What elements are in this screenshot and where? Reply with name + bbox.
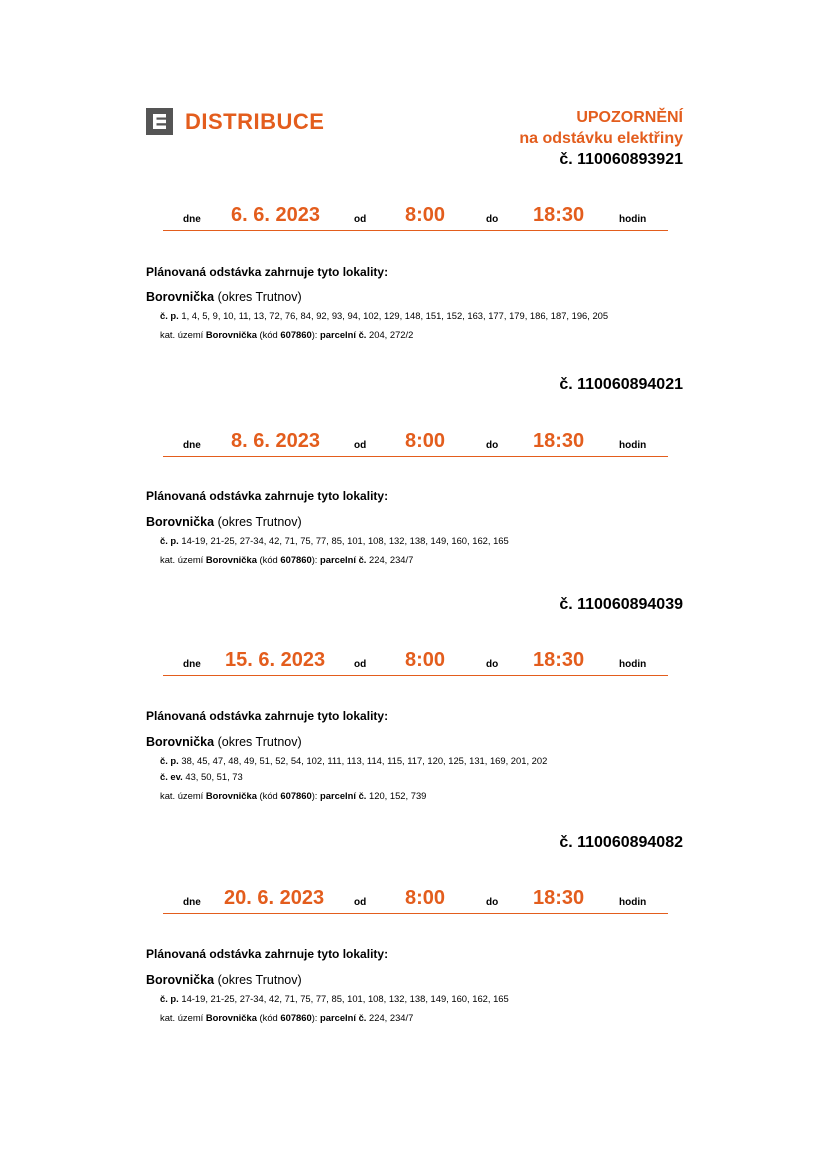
cp-line (160, 310, 608, 321)
localities-heading: Plánovaná odstávka zahrnuje tyto lokality: (146, 265, 389, 279)
cp-line (160, 755, 547, 766)
date-row (163, 200, 668, 231)
kod-suffix: ): (311, 329, 318, 340)
do-label: do (486, 659, 499, 670)
parcel-values: 224, 234/7 (369, 1012, 414, 1023)
kod-prefix: (kód (259, 554, 278, 565)
town-name: Borovnička (146, 973, 215, 987)
ev-label: č. ev. (160, 771, 183, 782)
cp-values: 14-19, 21-25, 27-34, 42, 71, 75, 77, 85, 101, 108, 132, 138, 149, 160, 162, 165 (181, 993, 509, 1004)
cp-values: 38, 45, 47, 48, 49, 51, 52, 54, 102, 111, 113, 114, 115, 117, 120, 125, 131, 169, 201, 202 (181, 755, 548, 766)
district: (okres Trutnov) (217, 735, 302, 749)
outage-date: 15. 6. 2023 (225, 649, 326, 671)
town-line (146, 515, 302, 529)
dne-label: dne (183, 659, 201, 670)
logo-text: DISTRIBUCE (185, 108, 325, 134)
district: (okres Trutnov) (217, 290, 302, 304)
kat-prefix: kat. území (160, 1012, 204, 1023)
cp-label: č. p. (160, 535, 179, 546)
od-label: od (354, 440, 367, 451)
kat-prefix: kat. území (160, 329, 204, 340)
kod-prefix: (kód (259, 329, 278, 340)
kat-line (160, 790, 426, 801)
parcel-label: parcelní č. (320, 329, 367, 340)
parcel-label: parcelní č. (320, 554, 367, 565)
outage-date: 6. 6. 2023 (231, 204, 320, 226)
kod-prefix: (kód (259, 1012, 278, 1023)
notice-title: UPOZORNĚNÍ (576, 109, 683, 126)
kat-line (160, 554, 413, 565)
notice-number: č. 110060894082 (559, 834, 683, 851)
town-line (146, 290, 302, 304)
cp-label: č. p. (160, 755, 179, 766)
od-label: od (354, 897, 367, 908)
town-line (146, 735, 302, 749)
kod-suffix: ): (311, 554, 318, 565)
kat-name: Borovnička (205, 329, 257, 340)
hodin-label: hodin (619, 440, 647, 451)
time-from: 8:00 (405, 430, 446, 452)
date-row (163, 426, 668, 457)
town-line (146, 973, 302, 987)
notice-number: č. 110060894039 (559, 596, 683, 613)
kod-value: 607860 (280, 790, 312, 801)
hodin-label: hodin (619, 214, 647, 225)
parcel-label: parcelní č. (320, 1012, 367, 1023)
do-label: do (486, 897, 499, 908)
parcel-values: 204, 272/2 (369, 329, 414, 340)
kat-prefix: kat. území (160, 554, 204, 565)
parcel-label: parcelní č. (320, 790, 367, 801)
kod-value: 607860 (280, 554, 312, 565)
notice-subtitle: na odstávku elektřiny (519, 130, 683, 147)
dne-label: dne (183, 440, 201, 451)
kat-line (160, 1012, 413, 1023)
dne-label: dne (183, 897, 201, 908)
header-right (519, 107, 683, 170)
kat-name: Borovnička (205, 554, 257, 565)
notice-number: č. 110060893921 (559, 151, 683, 168)
kat-name: Borovnička (205, 790, 257, 801)
od-label: od (354, 659, 367, 670)
ev-line (160, 771, 243, 782)
time-to: 18:30 (533, 649, 585, 671)
town-name: Borovnička (146, 515, 215, 529)
time-to: 18:30 (533, 430, 585, 452)
outage-date: 20. 6. 2023 (224, 887, 325, 909)
logo (146, 108, 324, 135)
time-to: 18:30 (533, 887, 585, 909)
outage-date: 8. 6. 2023 (231, 430, 320, 452)
cp-label: č. p. (160, 310, 179, 321)
parcel-values: 224, 234/7 (369, 554, 414, 565)
localities-heading: Plánovaná odstávka zahrnuje tyto lokality: (146, 489, 389, 503)
kod-suffix: ): (311, 1012, 318, 1023)
cp-values: 14-19, 21-25, 27-34, 42, 71, 75, 77, 85, 101, 108, 132, 138, 149, 160, 162, 165 (181, 535, 509, 546)
kat-name: Borovnička (205, 1012, 257, 1023)
time-from: 8:00 (405, 649, 446, 671)
do-label: do (486, 214, 499, 225)
cp-label: č. p. (160, 993, 179, 1004)
kod-value: 607860 (280, 1012, 312, 1023)
dne-label: dne (183, 214, 201, 225)
localities-heading: Plánovaná odstávka zahrnuje tyto lokality: (146, 947, 389, 961)
town-name: Borovnička (146, 735, 215, 749)
date-row (163, 883, 668, 914)
parcel-values: 120, 152, 739 (369, 790, 427, 801)
od-label: od (354, 214, 367, 225)
ev-values: 43, 50, 51, 73 (185, 771, 243, 782)
cp-values: 1, 4, 5, 9, 10, 11, 13, 72, 76, 84, 92, 93, 94, 102, 129, 148, 151, 152, 163, 177, 179, 186, 187, 196, 205 (181, 310, 609, 321)
localities-heading: Plánovaná odstávka zahrnuje tyto lokality: (146, 709, 389, 723)
kod-prefix: (kód (259, 790, 278, 801)
cp-line (160, 535, 509, 546)
hodin-label: hodin (619, 659, 647, 670)
hodin-label: hodin (619, 897, 647, 908)
district: (okres Trutnov) (217, 515, 302, 529)
kat-line (160, 329, 413, 340)
notice-number: č. 110060894021 (559, 376, 683, 393)
town-name: Borovnička (146, 290, 215, 304)
cp-line (160, 993, 509, 1004)
kod-value: 607860 (280, 329, 312, 340)
date-row (163, 645, 668, 676)
district: (okres Trutnov) (217, 973, 302, 987)
kat-prefix: kat. území (160, 790, 204, 801)
do-label: do (486, 440, 499, 451)
kod-suffix: ): (311, 790, 318, 801)
cez-logo-icon (146, 108, 173, 135)
time-from: 8:00 (405, 887, 446, 909)
time-to: 18:30 (533, 204, 585, 226)
time-from: 8:00 (405, 204, 446, 226)
